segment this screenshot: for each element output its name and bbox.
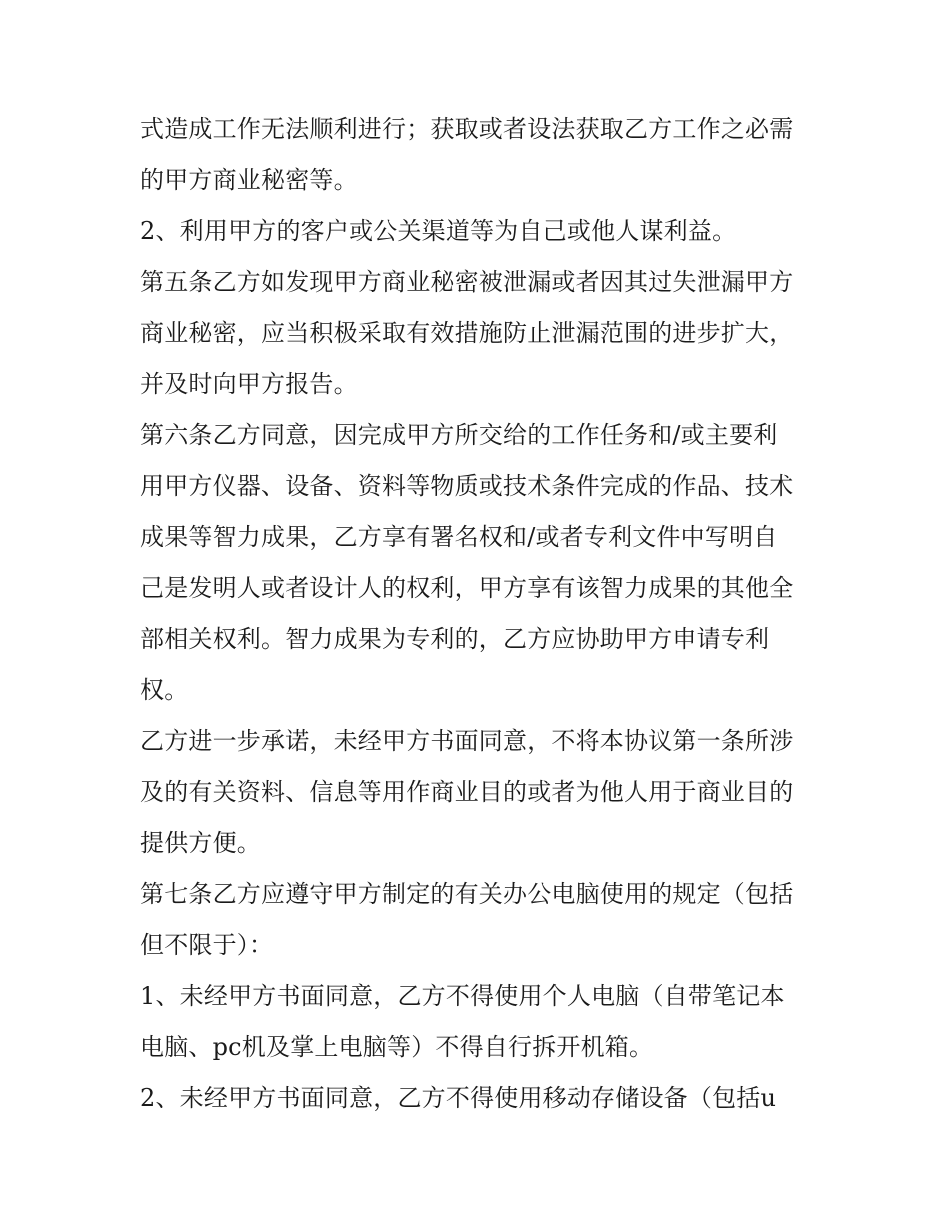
text-line: 式造成工作无法顺利进行；获取或者设法获取乙方工作之必需 — [140, 115, 794, 143]
text-line: 2、利用甲方的客户或公关渠道等为自己或他人谋利益。 — [140, 217, 737, 245]
text-line: 第五条乙方如发现甲方商业秘密被泄漏或者因其过失泄漏甲方 — [140, 268, 794, 296]
text-line: 权。 — [140, 676, 189, 704]
text-line: 乙方进一步承诺，未经甲方书面同意，不将本协议第一条所涉 — [140, 727, 794, 755]
text-line: 成果等智力成果，乙方享有署名权和/或者专利文件中写明自 — [140, 523, 778, 551]
text-line: 1、未经甲方书面同意，乙方不得使用个人电脑（自带笔记本 — [140, 982, 785, 1010]
text-line: 2、未经甲方书面同意，乙方不得使用移动存储设备（包括u — [140, 1084, 777, 1112]
text-line: 己是发明人或者设计人的权利，甲方享有该智力成果的其他全 — [140, 574, 794, 602]
document-page — [140, 104, 820, 1124]
text-line: 及的有关资料、信息等用作商业目的或者为他人用于商业目的 — [140, 778, 794, 806]
text-line: 第七条乙方应遵守甲方制定的有关办公电脑使用的规定（包括 — [140, 880, 794, 908]
text-line: 部相关权利。智力成果为专利的，乙方应协助甲方申请专利 — [140, 625, 770, 653]
text-line: 提供方便。 — [140, 829, 261, 857]
text-line: 商业秘密，应当积极采取有效措施防止泄漏范围的进步扩大， — [140, 319, 794, 347]
text-line: 的甲方商业秘密等。 — [140, 166, 358, 194]
text-line: 第六条乙方同意，因完成甲方所交给的工作任务和/或主要利 — [140, 421, 778, 449]
text-line: 电脑、pc机及掌上电脑等）不得自行拆开机箱。 — [140, 1033, 654, 1061]
text-line: 用甲方仪器、设备、资料等物质或技术条件完成的作品、技术 — [140, 472, 794, 500]
text-line: 但不限于）： — [140, 931, 274, 959]
text-line: 并及时向甲方报告。 — [140, 370, 358, 398]
